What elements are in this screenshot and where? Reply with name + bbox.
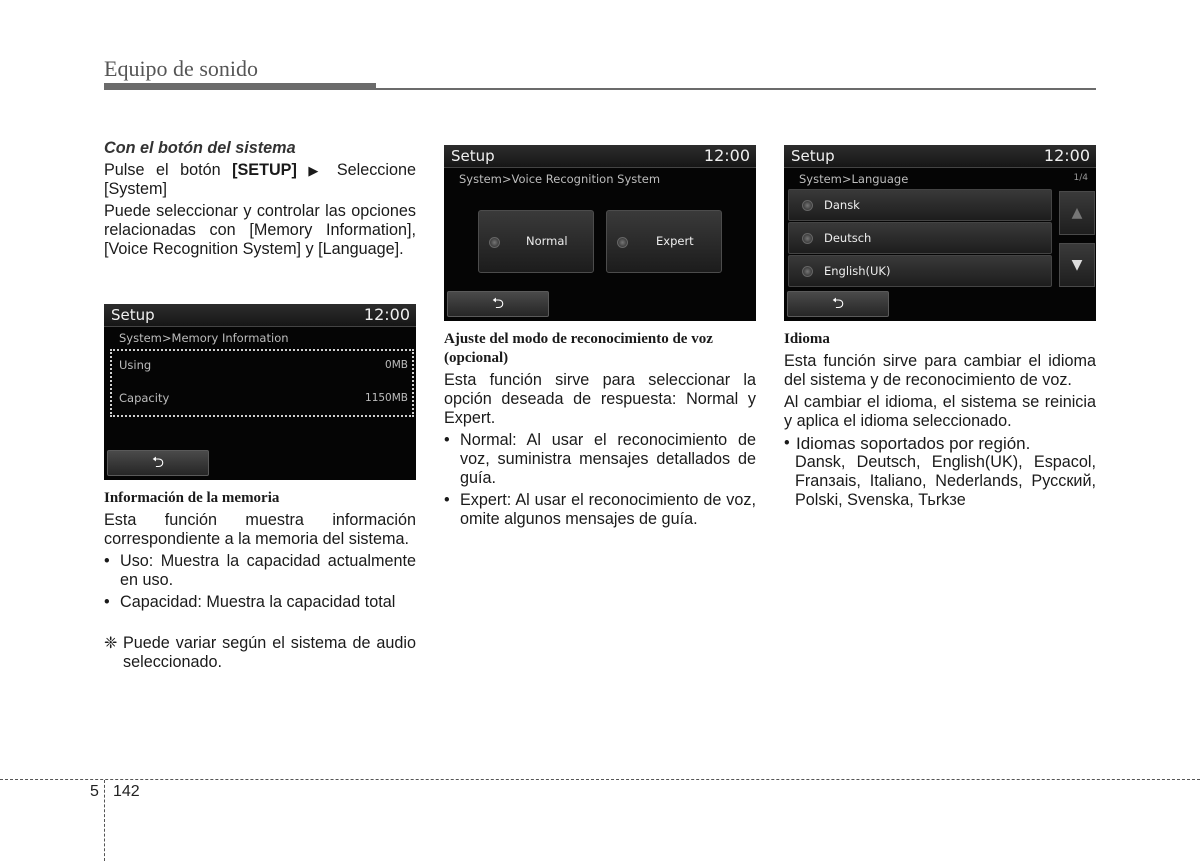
back-arrow-icon: ⮌: [831, 294, 844, 312]
voice-description: Esta función sirve para seleccionar la opción deseada de respuesta: Normal y Expert.: [444, 371, 756, 427]
header-rule-thick: [104, 83, 376, 90]
radio-icon: [802, 266, 813, 277]
language-caption: Idioma: [784, 331, 830, 347]
radio-icon: [802, 233, 813, 244]
column-3-text: [784, 330, 1096, 513]
back-button[interactable]: [107, 450, 209, 476]
normal-option-button[interactable]: [478, 210, 594, 273]
column-1-memory-text: [104, 489, 416, 672]
list-item: • Expert: Al usar el reconocimiento de voz, omite algunos mensajes de guía.: [444, 491, 756, 528]
list-item: • Uso: Muestra la capacidad actualmente en uso.: [104, 552, 416, 589]
expert-option-button[interactable]: [606, 210, 722, 273]
column-2-text: [444, 330, 756, 532]
radio-icon: [802, 200, 813, 211]
screen-title-bar: [104, 304, 416, 327]
language-label: Deutsch: [824, 231, 872, 245]
radio-icon: [617, 237, 628, 248]
voice-recognition-screen: [444, 145, 756, 321]
note: ❈ Puede variar según el sistema de audio seleccionado.: [104, 634, 416, 671]
screen-title-bar: [444, 145, 756, 168]
scroll-up-button[interactable]: [1059, 191, 1095, 235]
language-description-1: Esta función sirve para cambiar el idioma del sistema y de reconocimiento de voz.: [784, 352, 1096, 389]
option-label: Normal: [526, 234, 568, 248]
page-number: 142: [113, 783, 140, 800]
page-indicator: 1/4: [1073, 173, 1088, 183]
setup-key-label: [SETUP]: [232, 161, 297, 179]
language-description-2: Al cambiar el idioma, el sistema se reinicia y aplica el idioma seleccionado.: [784, 393, 1096, 430]
back-arrow-icon: ⮌: [151, 453, 164, 471]
scroll-down-button[interactable]: [1059, 243, 1095, 287]
memory-info-screen: [104, 304, 416, 480]
footer-rule: [0, 779, 1200, 780]
list-item: • Normal: Al usar el reconocimiento de voz, suministra mensajes detallados de guía.: [444, 431, 756, 487]
option-label: Expert: [656, 234, 694, 248]
back-button[interactable]: [787, 291, 889, 317]
memory-info-box: [110, 349, 414, 417]
back-button[interactable]: [447, 291, 549, 317]
section-number: 5: [90, 783, 99, 800]
back-arrow-icon: ⮌: [491, 294, 504, 312]
page-header-title: Equipo de sonido: [104, 56, 258, 81]
memory-using-label: Using: [119, 358, 152, 372]
subheading: Con el botón del sistema: [104, 139, 296, 157]
intro-paragraph: Puede seleccionar y controlar las opciones relacionadas con [Memory Information], [Voice Recognition System] y [Language].: [104, 202, 416, 258]
note-symbol-icon: ❈: [104, 634, 118, 652]
chevron-up-icon: ▲: [1071, 205, 1083, 221]
screen-title: Setup: [111, 306, 155, 324]
radio-icon: [489, 237, 500, 248]
voice-caption: Ajuste del modo de reconocimiento de voz (opcional): [444, 331, 713, 366]
footer-divider: [104, 780, 105, 861]
arrow-icon: ▶: [308, 163, 326, 178]
screen-title: Setup: [451, 147, 495, 165]
screen-title: Setup: [791, 147, 835, 165]
language-label: English(UK): [824, 264, 891, 278]
screen-breadcrumb: System>Language: [799, 172, 909, 186]
column-1-intro: [104, 139, 416, 262]
memory-using-value: 0MB: [385, 359, 408, 371]
memory-caption: Información de la memoria: [104, 490, 280, 506]
language-screen: [784, 145, 1096, 321]
chevron-down-icon: ▼: [1071, 257, 1083, 273]
screen-breadcrumb: System>Memory Information: [119, 331, 289, 345]
languages-list: Dansk, Deutsch, English(UK), Espacol, Franзais, Italiano, Nederlands, Русский, Polski, Svenska, Тьrkзe: [795, 453, 1096, 509]
screen-title-bar: [784, 145, 1096, 168]
screen-clock: 12:00: [703, 146, 750, 165]
memory-capacity-value: 1150MB: [365, 392, 408, 404]
header-rule-thin: [376, 88, 1096, 90]
list-item: • Capacidad: Muestra la capacidad total: [104, 593, 396, 611]
language-label: Dansk: [824, 198, 860, 212]
language-item-dansk[interactable]: [788, 189, 1052, 221]
list-item: • Idiomas soportados por región.: [784, 434, 1031, 453]
screen-breadcrumb: System>Voice Recognition System: [459, 172, 661, 186]
memory-capacity-label: Capacity: [119, 391, 170, 405]
language-item-deutsch[interactable]: [788, 222, 1052, 254]
memory-description: Esta función muestra información correspondiente a la memoria del sistema.: [104, 511, 416, 548]
screen-clock: 12:00: [363, 305, 410, 324]
language-item-english-uk[interactable]: [788, 255, 1052, 287]
press-instruction: Pulse el botón [SETUP] ▶ Seleccione [System]: [104, 161, 417, 198]
screen-clock: 12:00: [1043, 146, 1090, 165]
